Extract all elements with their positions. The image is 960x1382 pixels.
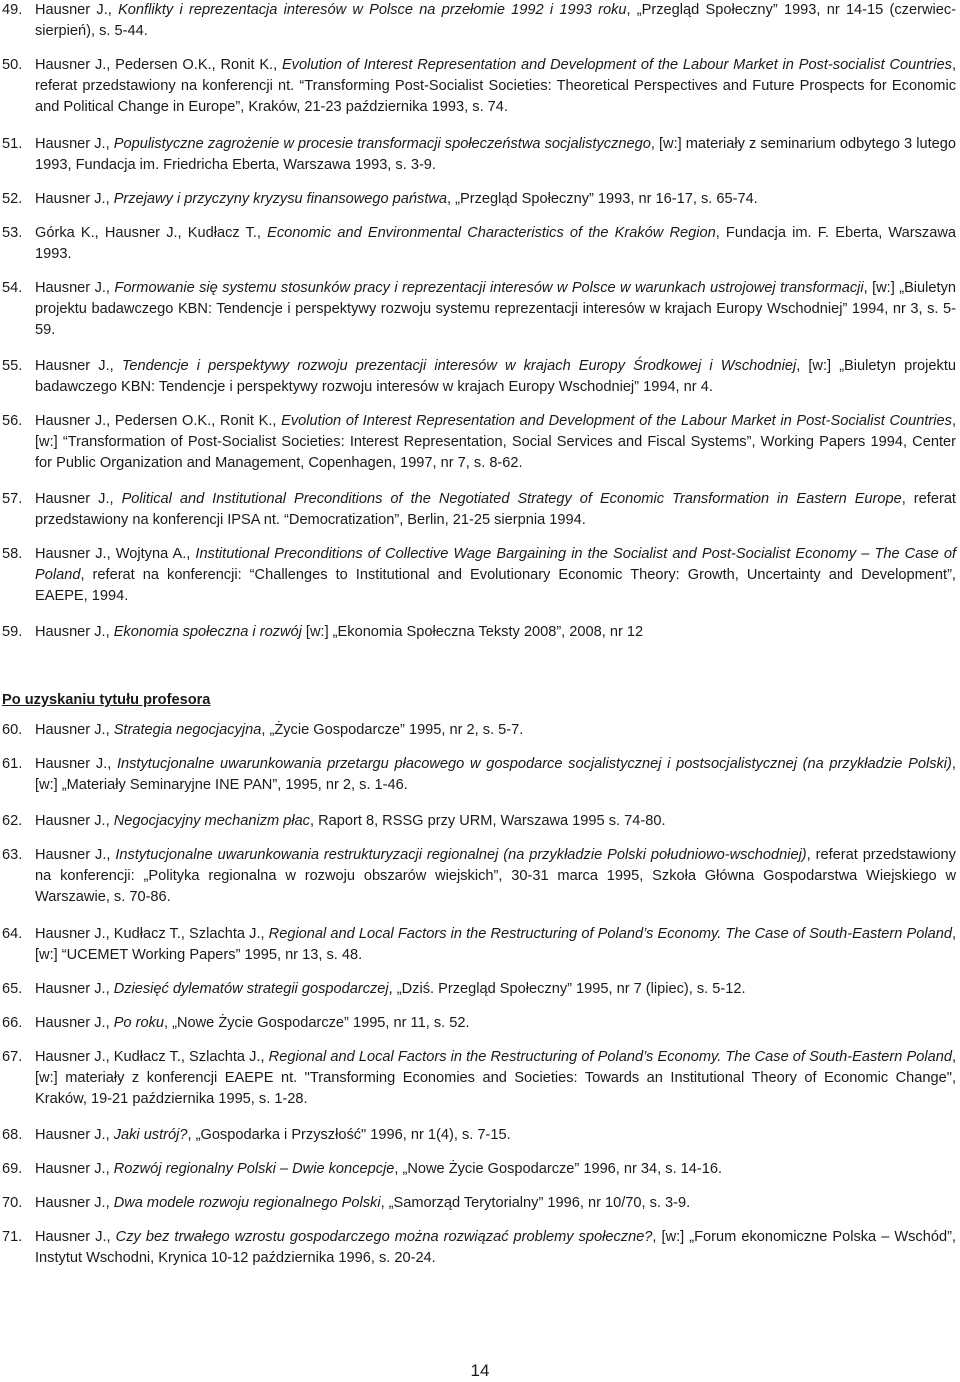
entry-number: 50. bbox=[2, 57, 23, 73]
bibliography-entry bbox=[2, 544, 956, 607]
entry-text bbox=[35, 1227, 956, 1269]
entry-number: 49. bbox=[2, 2, 23, 18]
bibliography-entry bbox=[2, 223, 956, 265]
entry-segment: , „Dziś. Przegląd Społeczny” 1995, nr 7 (lipiec), s. 5-12. bbox=[388, 981, 746, 997]
entry-segment: , referat przedstawiony na konferencji nt. “Transforming Post-Socialist Societies: Theoretical Perspectives and Future Prospects for Economic and Political Change in Europe”, Kraków, 21-23 października 1993, s. 74. bbox=[35, 57, 956, 115]
entry-text bbox=[35, 0, 956, 42]
entry-segment: [w:] „Ekonomia Społeczna Teksty 2008”, 2008, nr 12 bbox=[301, 624, 644, 640]
bibliography-entry bbox=[2, 189, 956, 210]
entry-segment: Hausner J., bbox=[35, 1015, 114, 1031]
entry-text bbox=[35, 979, 956, 1000]
entry-number: 63. bbox=[2, 847, 23, 863]
entry-segment: Hausner J., bbox=[35, 756, 117, 772]
entry-segment: , Fundacja im. F. Eberta, Warszawa 1993. bbox=[35, 225, 956, 262]
entry-text bbox=[35, 845, 956, 908]
entry-segment: Hausner J., bbox=[35, 491, 122, 507]
entry-text bbox=[35, 411, 956, 474]
bibliography-entry bbox=[2, 1125, 956, 1146]
entry-segment: Hausner J., bbox=[35, 1195, 114, 1211]
section-heading: Po uzyskaniu tytułu profesora bbox=[2, 692, 211, 708]
entry-segment: Hausner J., bbox=[35, 624, 114, 640]
entry-number: 70. bbox=[2, 1195, 23, 1211]
entry-segment: Hausner J., bbox=[35, 722, 114, 738]
entry-title: Evolution of Interest Representation and Development of the Labour Market in Post-Socialist Countries bbox=[281, 413, 952, 429]
entry-title: Political and Institutional Preconditions of the Negotiated Strategy of Economic Transformation in Eastern Europe bbox=[121, 491, 902, 507]
entry-number: 66. bbox=[2, 1015, 23, 1031]
entry-text bbox=[35, 924, 956, 966]
entry-title: Ekonomia społeczna i rozwój bbox=[113, 624, 302, 640]
bibliography-entry bbox=[2, 0, 956, 42]
entry-segment: , referat na konferencji: “Challenges to Institutional and Evolutionary Economic Theory: Growth, Uncertainty and Development”, EAEPE, 1994. bbox=[35, 567, 956, 604]
bibliography-entry bbox=[2, 1227, 956, 1269]
entry-number: 61. bbox=[2, 756, 23, 772]
bibliography-entry bbox=[2, 356, 956, 398]
entry-text bbox=[35, 489, 956, 531]
entry-segment: Hausner J., Pedersen O.K., Ronit K., bbox=[35, 413, 282, 429]
entry-number: 54. bbox=[2, 280, 23, 296]
entry-text bbox=[35, 1013, 956, 1034]
entry-number: 68. bbox=[2, 1127, 23, 1143]
entry-title: Konflikty i reprezentacja interesów w Polsce na przełomie 1992 i 1993 roku bbox=[118, 2, 627, 18]
entry-text bbox=[35, 223, 956, 265]
entry-segment: Hausner J., bbox=[35, 1161, 114, 1177]
entry-text bbox=[35, 720, 956, 741]
entry-number: 62. bbox=[2, 813, 23, 829]
entry-segment: , „Nowe Życie Gospodarcze” 1996, nr 34, s. 14-16. bbox=[394, 1161, 723, 1177]
entry-title: Dziesięć dylematów strategii gospodarczej bbox=[113, 981, 389, 997]
entry-segment: , „Przegląd Społeczny” 1993, nr 14-15 (czerwiec-sierpień), s. 5-44. bbox=[35, 2, 957, 39]
entry-title: Tendencje i perspektywy rozwoju prezentacji interesów w krajach Europy Środkowej i Wschodniej bbox=[121, 358, 797, 374]
bibliography-entry bbox=[2, 1159, 956, 1180]
entry-title: Przejawy i przyczyny kryzysu finansowego państwa bbox=[113, 191, 448, 207]
entry-number: 55. bbox=[2, 358, 23, 374]
entry-segment: , Raport 8, RSSG przy URM, Warszawa 1995 s. 74-80. bbox=[309, 813, 666, 829]
entry-segment: Hausner J., bbox=[35, 2, 119, 18]
entry-title: Czy bez trwałego wzrostu gospodarczego można rozwiązać problemy społeczne? bbox=[115, 1229, 653, 1245]
entry-text bbox=[35, 278, 956, 341]
entry-segment: , „Życie Gospodarcze” 1995, nr 2, s. 5-7. bbox=[261, 722, 524, 738]
entry-segment: , „Samorząd Terytorialny” 1996, nr 10/70, s. 3-9. bbox=[380, 1195, 691, 1211]
entry-number: 64. bbox=[2, 926, 23, 942]
entry-segment: Górka K., Hausner J., Kudłacz T., bbox=[35, 225, 268, 241]
entry-text bbox=[35, 544, 956, 607]
bibliography-entry bbox=[2, 845, 956, 908]
entry-segment: , referat przedstawiony na konferencji: „Polityka regionalna w rozwoju obszarów wiejskich”, 30-31 marca 1995, Szkoła Główna Gospodarstwa Wiejskiego w Warszawie, s. 70-86. bbox=[35, 847, 956, 905]
bibliography-entry bbox=[2, 754, 956, 796]
bibliography-entry bbox=[2, 55, 956, 118]
bibliography-entry bbox=[2, 979, 956, 1000]
entry-text bbox=[35, 1125, 956, 1146]
entry-title: Institutional Preconditions of Collective Wage Bargaining in the Socialist and Post-Socialist Economy – The Case of Poland bbox=[35, 546, 956, 583]
entry-segment: , [w:] „Forum ekonomiczne Polska – Wschód”, Instytut Wschodni, Krynica 10-12 października 1996, s. 20-24. bbox=[35, 1229, 956, 1266]
entry-segment: Hausner J., Wojtyna A., bbox=[35, 546, 196, 562]
entry-text bbox=[35, 1159, 956, 1180]
entry-segment: Hausner J., bbox=[35, 847, 116, 863]
entry-title: Rozwój regionalny Polski – Dwie koncepcje bbox=[113, 1161, 395, 1177]
entry-segment: , „Nowe Życie Gospodarcze” 1995, nr 11, s. 52. bbox=[163, 1015, 470, 1031]
entry-segment: , „Przegląd Społeczny” 1993, nr 16-17, s. 65-74. bbox=[447, 191, 758, 207]
bibliography-entry bbox=[2, 1047, 956, 1110]
entry-number: 59. bbox=[2, 624, 23, 640]
entry-text bbox=[35, 55, 956, 118]
entry-title: Po roku bbox=[113, 1015, 164, 1031]
entry-title: Populistyczne zagrożenie w procesie transformacji społeczeństwa socjalistycznego bbox=[113, 136, 651, 152]
entry-segment: Hausner J., bbox=[35, 1229, 116, 1245]
entry-number: 65. bbox=[2, 981, 23, 997]
entry-segment: Hausner J., bbox=[35, 813, 114, 829]
entry-text bbox=[35, 356, 956, 398]
bibliography-entry bbox=[2, 720, 956, 741]
entry-text bbox=[35, 622, 956, 643]
entry-segment: Hausner J., bbox=[35, 358, 122, 374]
entry-segment: , [w:] „Biuletyn projektu badawczego KBN: Tendencje i perspektywy rozwoju systemu reprezentacji interesów w krajach Europy Wschodniej” 1994, nr 3, s. 5-59. bbox=[35, 280, 956, 338]
entry-text bbox=[35, 189, 956, 210]
bibliography-entry bbox=[2, 924, 956, 966]
bibliography-entry bbox=[2, 811, 956, 832]
entry-text bbox=[35, 1047, 956, 1110]
entry-text bbox=[35, 134, 956, 176]
entry-number: 60. bbox=[2, 722, 23, 738]
entry-title: Instytucjonalne uwarunkowania restrukturyzacji regionalnej (na przykładzie Polski południowo-wschodniej) bbox=[115, 847, 807, 863]
entry-number: 58. bbox=[2, 546, 23, 562]
entry-number: 69. bbox=[2, 1161, 23, 1177]
entry-number: 52. bbox=[2, 191, 23, 207]
entry-title: Economic and Environmental Characteristics of the Kraków Region bbox=[267, 225, 716, 241]
entry-number: 53. bbox=[2, 225, 23, 241]
entry-segment: Hausner J., bbox=[35, 981, 114, 997]
entry-segment: Hausner J., Kudłacz T., Szlachta J., bbox=[35, 926, 269, 942]
entry-segment: , [w:] materiały z seminarium odbytego 3 lutego 1993, Fundacja im. Friedricha Eberta, Warszawa 1993, s. 3-9. bbox=[35, 136, 956, 173]
entry-number: 71. bbox=[2, 1229, 23, 1245]
page-number: 14 bbox=[470, 1361, 490, 1380]
entry-segment: Hausner J., bbox=[35, 280, 115, 296]
entry-segment: , referat przedstawiony na konferencji IPSA nt. “Democratization”, Berlin, 21-25 sierpnia 1994. bbox=[35, 491, 956, 528]
entry-title: Jaki ustrój? bbox=[113, 1127, 188, 1143]
entry-segment: , [w:] „Materiały Seminaryjne INE PAN”, 1995, nr 2, s. 1-46. bbox=[35, 756, 956, 793]
bibliography-entry bbox=[2, 622, 956, 643]
entry-title: Formowanie się systemu stosunków pracy i reprezentacji interesów w Polsce w warunkach ustrojowej transformacji bbox=[114, 280, 864, 296]
entry-title: Regional and Local Factors in the Restructuring of Poland’s Economy. The Case of South-Eastern Poland bbox=[268, 1049, 952, 1065]
entry-segment: , [w:] „Biuletyn projektu badawczego KBN: Tendencje i perspektywy rozwoju interesów w krajach Europy Wschodniej” 1994, nr 4. bbox=[35, 358, 957, 395]
bibliography-entry bbox=[2, 1193, 956, 1214]
entry-number: 56. bbox=[2, 413, 23, 429]
entry-number: 67. bbox=[2, 1049, 23, 1065]
entry-segment: Hausner J., Kudłacz T., Szlachta J., bbox=[35, 1049, 269, 1065]
entry-segment: Hausner J., bbox=[35, 136, 114, 152]
bibliography-entry bbox=[2, 1013, 956, 1034]
entry-segment: Hausner J., Pedersen O.K., Ronit K., bbox=[35, 57, 282, 73]
bibliography-entry bbox=[2, 278, 956, 341]
bibliography-entry bbox=[2, 489, 956, 531]
bibliography-entry bbox=[2, 411, 956, 474]
entry-title: Strategia negocjacyjna bbox=[113, 722, 262, 738]
entry-segment: , „Gospodarka i Przyszłość" 1996, nr 1(4), s. 7-15. bbox=[187, 1127, 511, 1143]
entry-title: Evolution of Interest Representation and Development of the Labour Market in Post-socialist Countries bbox=[281, 57, 952, 73]
bibliography-entry bbox=[2, 134, 956, 176]
entry-title: Dwa modele rozwoju regionalnego Polski bbox=[113, 1195, 381, 1211]
entry-text bbox=[35, 754, 956, 796]
entry-segment: , [w:] materiały z konferencji EAEPE nt. "Transforming Economies and Societies: Towards an Institutional Theory of Economic Change", Kraków, 19-21 października 1995, s. 1-28. bbox=[35, 1049, 956, 1107]
entry-title: Negocjacyjny mechanizm płac bbox=[113, 813, 310, 829]
entry-title: Instytucjonalne uwarunkowania przetargu płacowego w gospodarce socjalistycznej i postsocjalistycznej (na przykładzie Polski) bbox=[116, 756, 952, 772]
entry-segment: Hausner J., bbox=[35, 1127, 114, 1143]
entry-number: 51. bbox=[2, 136, 23, 152]
entry-number: 57. bbox=[2, 491, 23, 507]
entry-segment: Hausner J., bbox=[35, 191, 114, 207]
entry-title: Regional and Local Factors in the Restructuring of Poland’s Economy. The Case of South-Eastern Poland bbox=[268, 926, 952, 942]
entry-segment: , [w:] “Transformation of Post-Socialist Societies: Interest Representation, Social Services and Fiscal Systems”, Working Papers 1994, Center for Public Organization and Management, Copenhagen, 1997, nr 7, s. 8-62. bbox=[35, 413, 956, 471]
entry-text bbox=[35, 1193, 956, 1214]
entry-text bbox=[35, 811, 956, 832]
entry-segment: , [w:] “UCEMET Working Papers” 1995, nr 13, s. 48. bbox=[35, 926, 956, 963]
